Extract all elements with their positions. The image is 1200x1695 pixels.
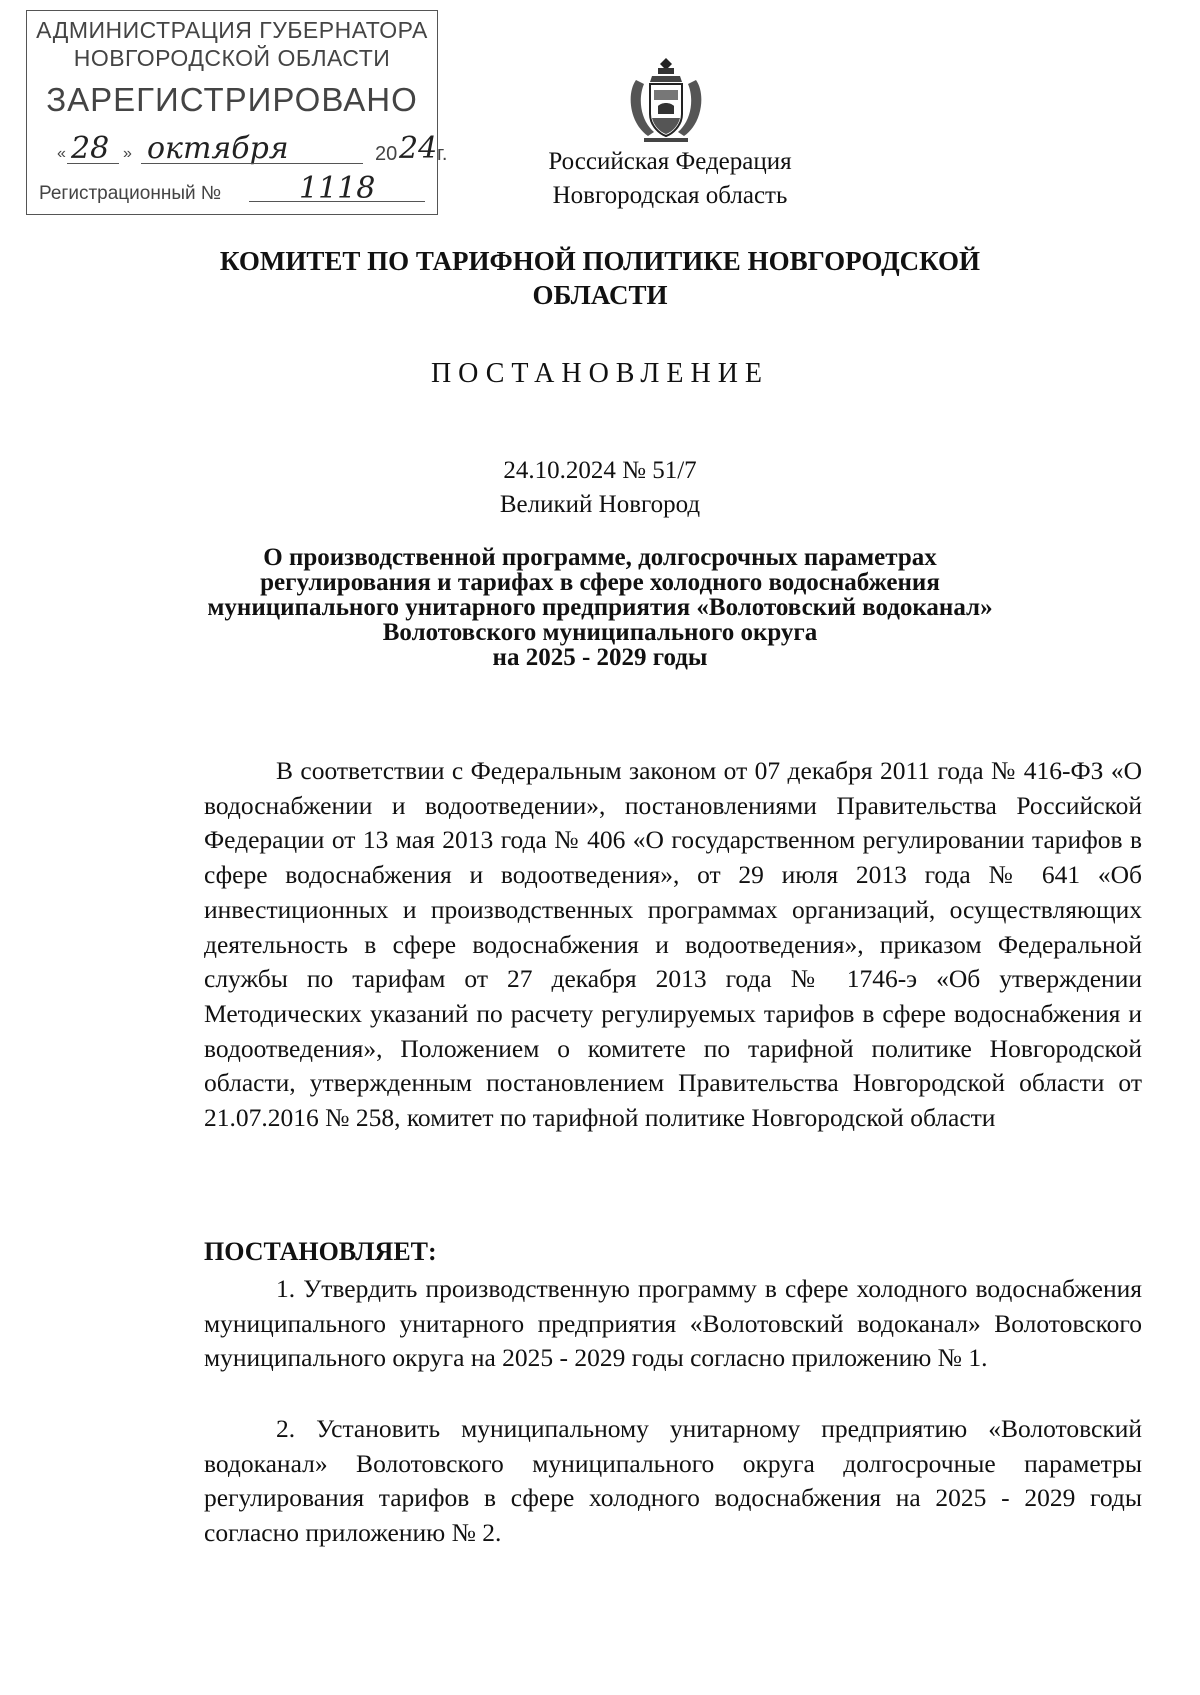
coat-of-arms-icon (622, 54, 710, 144)
stamp-quote-close: » (123, 145, 132, 162)
document-city: Великий Новгород (499, 491, 701, 518)
preamble-paragraph: В соответствии с Федеральным законом от 07 декабря 2011 года № 416-ФЗ «О водоснабжении и водоотведении», постановлениями Правительства Российской Федерации от 13 мая 2013 года № 406 «О государственном регулировании тарифов в сфере водоснабжения и водоотведения», от 29 июля 2013 года № 641 «Об инвестиционных и производственных программах организаций, осуществляющих деятельность в сфере водоснабжения и водоотведения», приказом Федеральной службы по тарифам от 27 декабря 2013 года № 1746-э «Об утверждении Методических указаний по расчету регулируемых тарифов в сфере водоснабжения и водоотведения», Положением о комитете по тарифной политике Новгородской области, утвержденным постановлением Правительства Новгородской области от 21.07.2016 № 258, комитет по тарифной политике Новгородской области (204, 756, 1142, 1133)
stamp-date (57, 131, 448, 171)
stamp-reg-label: Регистрационный № (39, 183, 222, 204)
committee-title-line1: КОМИТЕТ ПО ТАРИФНОЙ ПОЛИТИКЕ НОВГОРОДСКОЙ (219, 246, 981, 276)
committee-title-line2: ОБЛАСТИ (532, 280, 668, 310)
item-1-paragraph: 1. Утвердить производственную программу в сфере холодного водоснабжения муниципального унитарного предприятия «Волотовский водоканал» Волотовского муниципального округа на 2025 - 2029 годы согласно приложению № 1. (204, 1274, 1142, 1373)
document-date-number: 24.10.2024 № 51/7 (503, 457, 697, 484)
country-name: Российская Федерация (548, 148, 792, 175)
region-name: Новгородская область (552, 182, 788, 209)
stamp-quote-open: « (57, 145, 66, 162)
subject-line1: О производственной программе, долгосрочных параметрах (263, 544, 937, 571)
stamp-registered: ЗАРЕГИСТРИРОВАНО (46, 81, 418, 118)
decree-heading: ПОСТАНОВЛЯЕТ: (204, 1237, 437, 1266)
registration-stamp (26, 10, 448, 215)
stamp-reg-number: 1118 (299, 171, 376, 206)
item-2-paragraph: 2. Установить муниципальному унитарному предприятию «Волотовский водоканал» Волотовского муниципального округа долгосрочные параметры регулирования тарифов в сфере холодного водоснабжения на 2025 - 2029 годы согласно приложению № 2. (204, 1414, 1142, 1548)
stamp-year-suffix: 24 (399, 131, 438, 166)
committee-title (0, 244, 1200, 312)
document-subject (100, 545, 1100, 670)
subject-line2: регулирования и тарифах в сфере холодного водоснабжения (260, 569, 940, 596)
stamp-year-mark: г. (437, 143, 448, 165)
stamp-day: 28 (71, 131, 110, 166)
document-date-place (0, 454, 1200, 522)
document-type: ПОСТАНОВЛЕНИЕ (430, 358, 770, 389)
stamp-org-line1: АДМИНИСТРАЦИЯ ГУБЕРНАТОРА (36, 17, 428, 43)
stamp-year-prefix: 20 (375, 143, 398, 165)
stamp-month-line (141, 163, 363, 164)
subject-line3: муниципального унитарного предприятия «Волотовский водоканал» (207, 594, 993, 621)
stamp-month: октября (147, 131, 289, 166)
subject-line5: на 2025 - 2029 годы (492, 644, 708, 671)
stamp-org-line2: НОВГОРОДСКОЙ ОБЛАСТИ (73, 45, 391, 71)
stamp-day-line (67, 163, 119, 164)
subject-line4: Волотовского муниципального округа (382, 619, 818, 646)
